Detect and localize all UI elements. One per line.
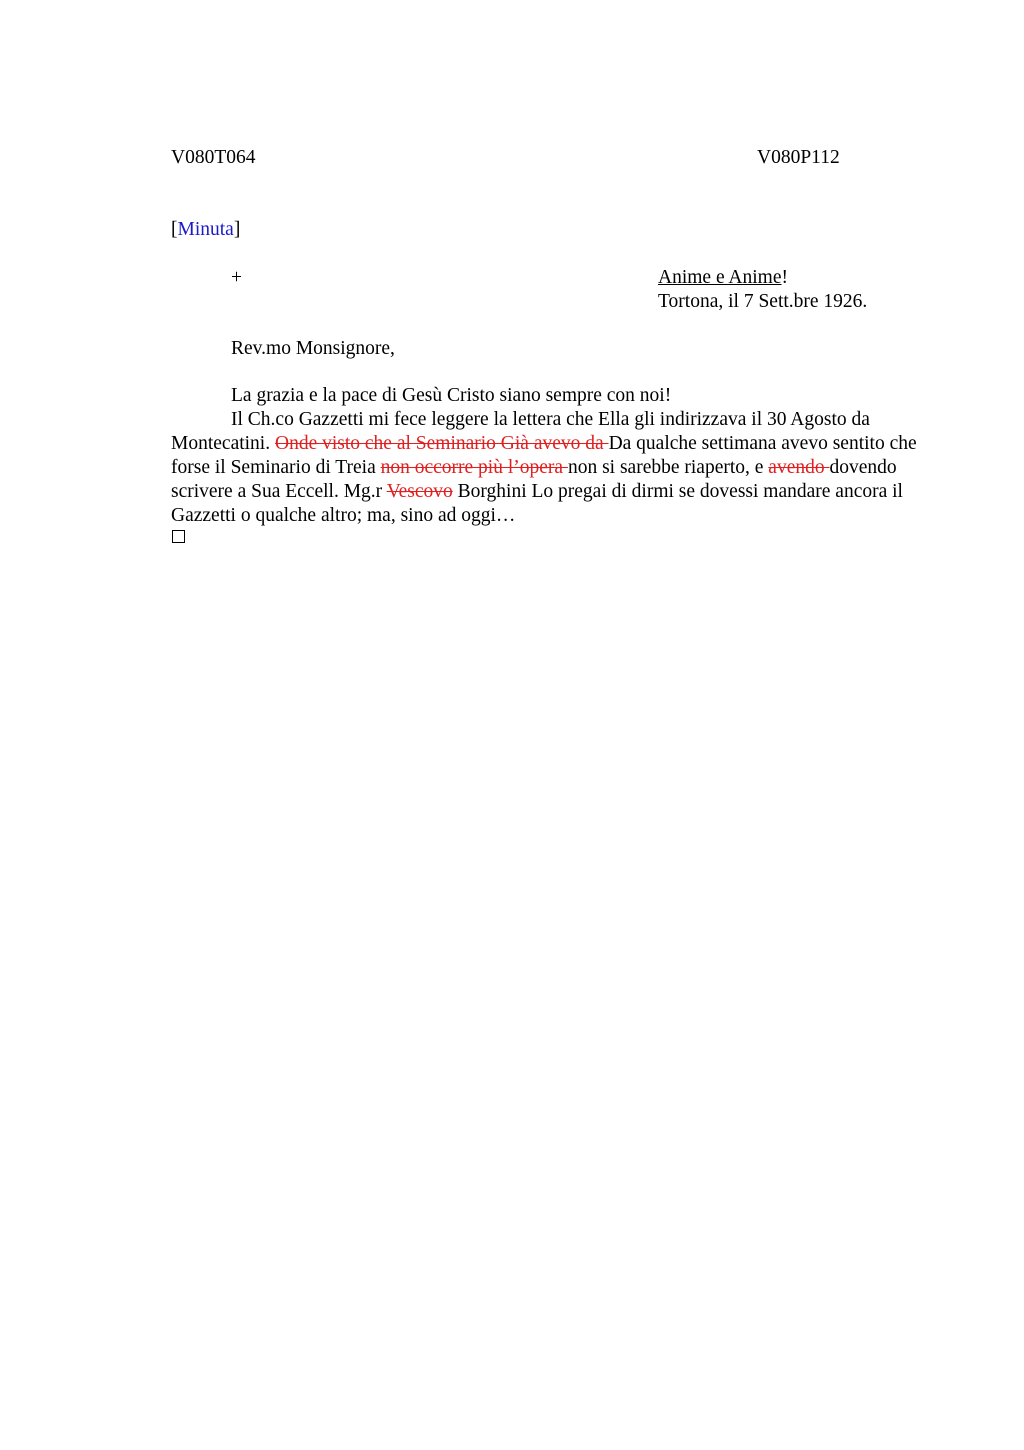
dateline: Tortona, il 7 Sett.bre 1926. [658,291,868,312]
motto-text: Anime e Anime [658,267,782,288]
end-box-icon [172,530,185,543]
cross-symbol: + [231,267,242,288]
open-bracket: [ [171,219,178,240]
close-bracket: ] [233,219,241,240]
body-segment: Borghini Lo pregai di dirmi se dovessi mandare ancora il Gazzetti o qualche altro; ma, sino ad oggi… [171,481,903,526]
deleted-text: Vescovo [386,481,453,502]
deleted-text: Onde visto che al Seminario Già avevo da [274,433,609,454]
body-segment: Da qualche settimana avevo sentito che forse il Seminario di Treia [171,433,917,478]
greeting-paragraph: La grazia e la pace di Gesù Cristo siano sempre con noi! [231,385,672,406]
body-segment: dovendo scrivere a Sua Eccell. Mg.r [171,457,897,502]
body-segment: Il Ch.co Gazzetti mi fece leggere la lettera che Ella gli indirizzava il 30 Agosto da Montecatini. [171,409,870,454]
letter-body [171,384,941,528]
motto [658,266,788,290]
motto-exclamation: ! [781,267,788,288]
minuta-text: Minuta [177,219,234,240]
minuta-label [171,218,240,242]
deleted-text: avendo [768,457,830,478]
salutation: Rev.mo Monsignore, [231,338,395,359]
body-segment: non si sarebbe riaperto, e [567,457,769,478]
deleted-text: non occorre più l’opera [380,457,568,478]
document-code-right: V080P112 [757,147,840,168]
document-code-left: V080T064 [171,147,256,168]
main-paragraph [171,408,941,528]
